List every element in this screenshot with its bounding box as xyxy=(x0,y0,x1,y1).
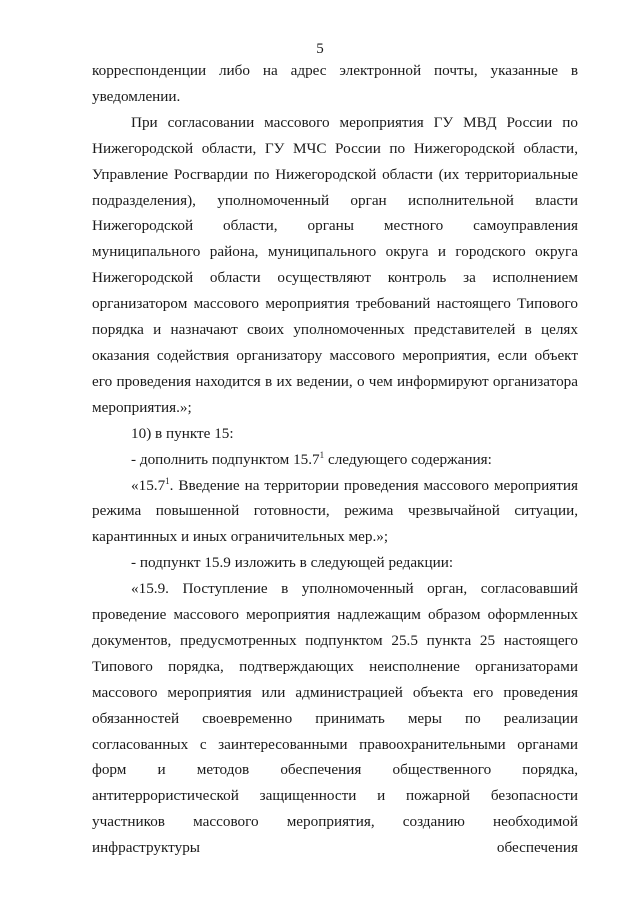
paragraph-add-subitem-tail: следующего содержания: xyxy=(324,450,492,468)
subitem-text: . Введение на территории проведения массового мероприятия режима повышенной готовности, режима чрезвычайной ситуации, карантинных и иных ограничительных мер.»; xyxy=(92,476,578,546)
paragraph-approval-control: При согласовании массового мероприятия ГУ МВД России по Нижегородской области, ГУ МЧС России по Нижегородской области, Управление Росгвардии по Нижегородской области (их территориальные подразделения), уполномоченный орган исполнительной власти Нижегородской области, органы местного самоуправления муниципального района, муниципального округа и городского округа Нижегородской области осуществляют контроль за исполнением организатором массового мероприятия требований настоящего Типового порядка и назначают своих уполномоченных представителей в целях оказания содействия организатору массового мероприятия, если объект его проведения находится в их ведении, о чем информируют организатора мероприятия.»; xyxy=(92,113,578,416)
subitem-number: «15.7 xyxy=(131,476,166,494)
paragraph-subitem-15-7-1 xyxy=(92,473,578,551)
document-body xyxy=(92,58,578,861)
page-number: 5 xyxy=(316,41,324,57)
superscript-index: 1 xyxy=(319,449,325,460)
paragraph-item-10: 10) в пункте 15: xyxy=(131,424,234,442)
paragraph-add-subitem-text: - дополнить подпунктом 15.7 xyxy=(131,450,320,468)
superscript-index: 1 xyxy=(165,475,170,486)
paragraph-subitem-15-9-intro: - подпункт 15.9 изложить в следующей редакции: xyxy=(131,554,454,572)
paragraph-subitem-15-9: «15.9. Поступление в уполномоченный орган, согласовавший проведение массового мероприятия надлежащим образом оформленных документов, предусмотренных подпунктом 25.5 пункта 25 настоящего Типового порядка, подтверждающих неисполнение организаторами массового мероприятия или администрацией объекта его проведения обязанностей своевременно принимать меры по реализации согласованных с заинтересованными правоохранительными органами форм и методов обеспечения общественного порядка, антитеррористической защищенности и пожарной безопасности участников массового мероприятия, созданию необходимой инфраструктуры обеспечения xyxy=(92,580,578,857)
paragraph-add-subitem xyxy=(92,447,578,473)
paragraph-continuation: корреспонденции либо на адрес электронной почты, указанные в уведомлении. xyxy=(92,62,578,105)
